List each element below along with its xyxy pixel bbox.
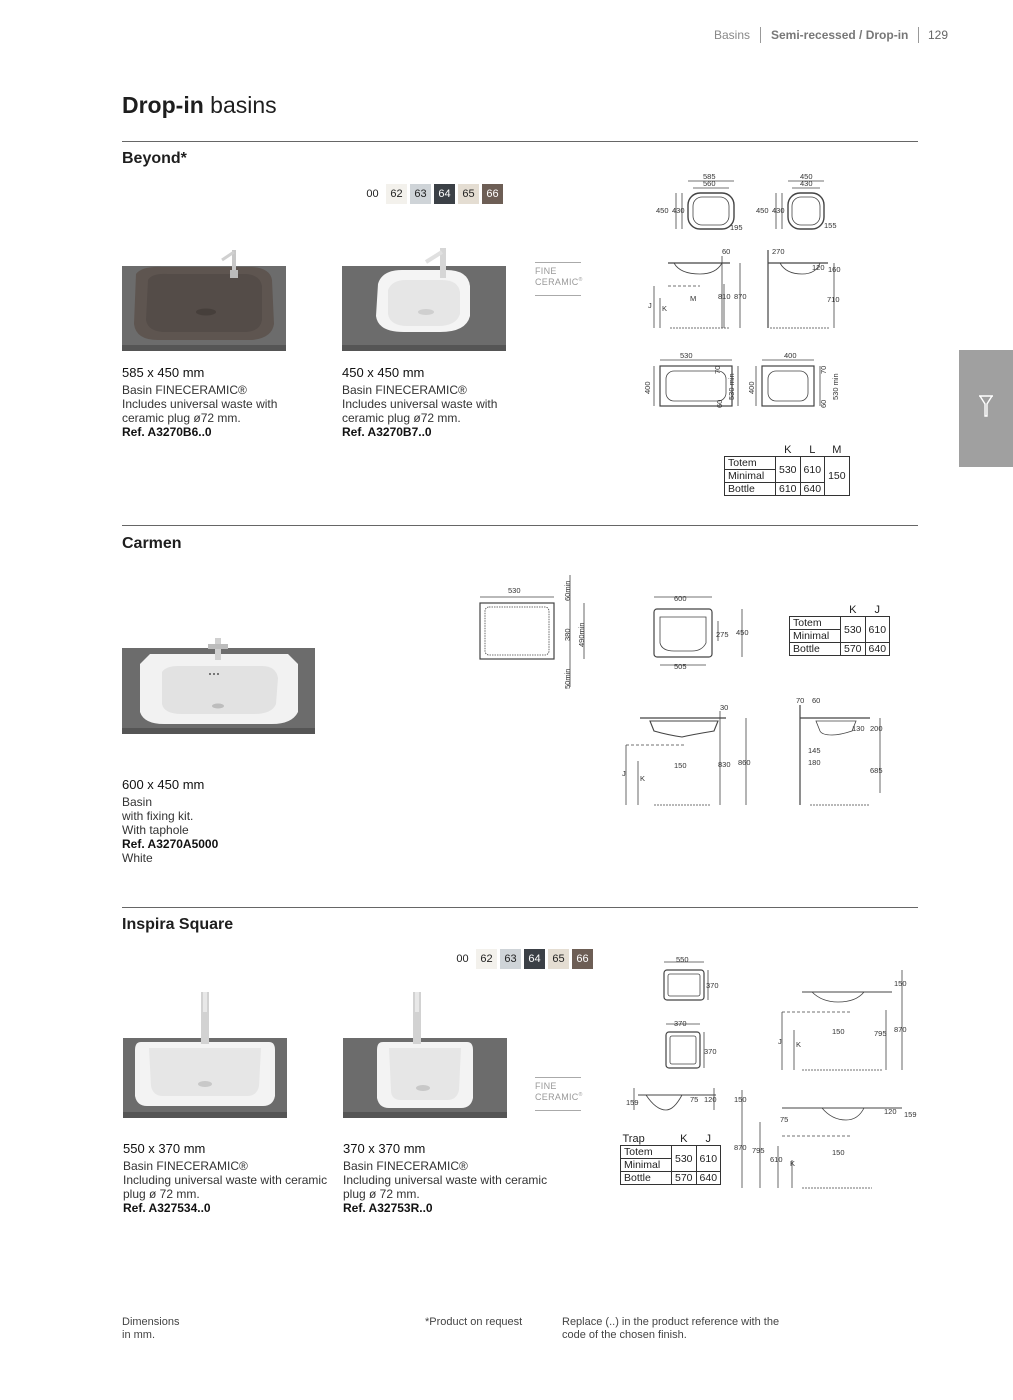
- finish-swatch[interactable]: 00: [452, 949, 473, 969]
- finish-swatch[interactable]: 64: [434, 184, 455, 204]
- breadcrumb-current: Semi-recessed / Drop-in: [771, 28, 909, 42]
- dimension-table-inspira: Trap K J Totem 530 610 Minimal Bottle 570 640: [620, 1133, 721, 1185]
- svg-text:50min: 50min: [563, 668, 572, 689]
- svg-text:70: 70: [819, 365, 828, 374]
- svg-text:450: 450: [736, 628, 749, 637]
- svg-text:710: 710: [827, 295, 840, 304]
- finish-swatch[interactable]: 64: [524, 949, 545, 969]
- svg-text:490min: 490min: [577, 622, 586, 647]
- finish-swatch[interactable]: 66: [482, 184, 503, 204]
- svg-text:530 min: 530 min: [727, 373, 736, 400]
- fine-ceramic-logo: FINE CERAMIC®: [535, 1073, 583, 1115]
- svg-text:370: 370: [704, 1047, 717, 1056]
- svg-text:M: M: [690, 294, 697, 303]
- svg-text:60: 60: [819, 399, 828, 408]
- svg-text:60: 60: [722, 247, 731, 256]
- svg-text:610: 610: [770, 1155, 783, 1164]
- svg-text:685: 685: [870, 766, 883, 775]
- page-number: 129: [928, 28, 949, 42]
- svg-text:K: K: [796, 1040, 802, 1049]
- svg-text:K: K: [640, 774, 646, 783]
- svg-text:J: J: [622, 769, 626, 778]
- svg-text:870: 870: [894, 1025, 907, 1034]
- svg-text:70: 70: [796, 696, 805, 705]
- footer-replace-note: Replace (..) in the product reference with the code of the chosen finish.: [562, 1316, 780, 1341]
- svg-text:60min: 60min: [563, 580, 572, 601]
- svg-text:530 min: 530 min: [831, 373, 840, 400]
- svg-text:180: 180: [808, 758, 821, 767]
- finish-swatch[interactable]: 66: [572, 949, 593, 969]
- svg-text:560: 560: [703, 179, 716, 188]
- section-title-inspira-square: Inspira Square: [122, 916, 234, 933]
- svg-text:795: 795: [874, 1029, 887, 1038]
- svg-text:870: 870: [734, 1143, 747, 1152]
- svg-text:370: 370: [706, 981, 719, 990]
- basin-tap-icon: [959, 350, 1013, 467]
- breadcrumb-basins: Basins: [714, 28, 751, 42]
- product-text-inspira-550: 550 x 370 mm Basin FINECERAMIC® Including universal waste with ceramic plug ø 72 mm. Ref. A327534..0: [123, 1141, 328, 1215]
- svg-text:J: J: [778, 1037, 782, 1046]
- footer-dimensions-note: Dimensions in mm.: [122, 1316, 180, 1341]
- finish-swatch[interactable]: 62: [476, 949, 497, 969]
- svg-text:K: K: [662, 304, 668, 313]
- product-image-inspira-370: [343, 990, 507, 1118]
- product-text-inspira-370: 370 x 370 mm Basin FINECERAMIC® Including universal waste with ceramic plug ø 72 mm. Ref. A32753R..0: [343, 1141, 548, 1215]
- finish-swatch[interactable]: 65: [458, 184, 479, 204]
- svg-text:30: 30: [720, 703, 729, 712]
- dimension-table-carmen: K J Totem 530 610 Minimal Bottle 570 640: [789, 604, 890, 656]
- svg-text:550: 550: [676, 955, 689, 964]
- svg-text:120: 120: [812, 263, 825, 272]
- fine-ceramic-logo: FINE CERAMIC®: [535, 258, 583, 300]
- svg-text:505: 505: [674, 662, 687, 671]
- svg-text:150: 150: [734, 1095, 747, 1104]
- breadcrumb-divider: [918, 27, 919, 43]
- svg-text:810: 810: [718, 292, 731, 301]
- technical-drawing-carmen: [470, 565, 900, 815]
- svg-text:159: 159: [904, 1110, 917, 1119]
- svg-text:75: 75: [780, 1115, 789, 1124]
- svg-text:275: 275: [716, 630, 729, 639]
- product-text-carmen: 600 x 450 mm Basin with fixing kit. With taphole Ref. A3270A5000 White: [122, 777, 219, 865]
- svg-text:150: 150: [894, 979, 907, 988]
- product-image-beyond-450: [342, 240, 506, 351]
- finish-swatch[interactable]: 62: [386, 184, 407, 204]
- product-image-carmen: [122, 632, 315, 734]
- finish-swatch[interactable]: 63: [500, 949, 521, 969]
- finish-swatches: [452, 949, 593, 969]
- svg-text:K: K: [790, 1159, 796, 1168]
- svg-text:75: 75: [690, 1095, 699, 1104]
- svg-text:430: 430: [672, 206, 685, 215]
- svg-text:150: 150: [674, 761, 687, 770]
- svg-text:430: 430: [800, 179, 813, 188]
- svg-text:400: 400: [784, 351, 797, 360]
- svg-text:870: 870: [734, 292, 747, 301]
- svg-text:450: 450: [756, 206, 769, 215]
- svg-text:270: 270: [772, 247, 785, 256]
- svg-text:60: 60: [812, 696, 821, 705]
- section-divider: [122, 141, 918, 142]
- svg-text:370: 370: [674, 1019, 687, 1028]
- svg-text:70: 70: [713, 365, 722, 374]
- finish-swatch[interactable]: 65: [548, 949, 569, 969]
- svg-text:795: 795: [752, 1146, 765, 1155]
- product-text-beyond-585: 585 x 450 mm Basin FINECERAMIC® Includes universal waste with ceramic plug ø72 mm. Ref. A3270B6..0: [122, 365, 278, 439]
- svg-text:160: 160: [828, 265, 841, 274]
- breadcrumb-divider: [760, 27, 761, 43]
- section-divider: [122, 525, 918, 526]
- svg-text:155: 155: [824, 221, 837, 230]
- svg-text:150: 150: [832, 1148, 845, 1157]
- page-title: Drop-in basins: [122, 92, 277, 118]
- svg-text:J: J: [648, 301, 652, 310]
- product-text-beyond-450: 450 x 450 mm Basin FINECERAMIC® Includes universal waste with ceramic plug ø72 mm. Ref. A3270B7..0: [342, 365, 498, 439]
- svg-text:530: 530: [508, 586, 521, 595]
- svg-text:130: 130: [852, 724, 865, 733]
- svg-text:159: 159: [626, 1098, 639, 1107]
- svg-text:830: 830: [718, 760, 731, 769]
- technical-drawing-beyond: [640, 168, 870, 418]
- finish-swatches: [362, 184, 503, 204]
- svg-text:450: 450: [656, 206, 669, 215]
- product-image-beyond-585: [122, 240, 286, 351]
- svg-text:195: 195: [730, 223, 743, 232]
- section-tab[interactable]: [959, 350, 1013, 467]
- svg-text:200: 200: [870, 724, 883, 733]
- svg-text:60: 60: [715, 399, 724, 408]
- svg-text:120: 120: [704, 1095, 717, 1104]
- svg-text:600: 600: [674, 594, 687, 603]
- footer-request-note: *Product on request: [425, 1316, 523, 1328]
- svg-text:860: 860: [738, 758, 751, 767]
- svg-text:400: 400: [747, 381, 756, 394]
- product-image-inspira-550: [123, 990, 287, 1118]
- svg-text:585: 585: [703, 172, 716, 181]
- svg-text:150: 150: [832, 1027, 845, 1036]
- svg-text:450: 450: [800, 172, 813, 181]
- svg-text:430: 430: [772, 206, 785, 215]
- dimension-table-beyond: K L M Totem 530 610 150 Minimal Bottle 610 640: [724, 444, 850, 496]
- svg-text:145: 145: [808, 746, 821, 755]
- section-title-carmen: Carmen: [122, 535, 182, 552]
- svg-text:530: 530: [680, 351, 693, 360]
- section-title-beyond: Beyond*: [122, 150, 187, 167]
- section-divider: [122, 907, 918, 908]
- finish-swatch[interactable]: 63: [410, 184, 431, 204]
- svg-text:120: 120: [884, 1107, 897, 1116]
- finish-swatch[interactable]: 00: [362, 184, 383, 204]
- svg-text:400: 400: [643, 381, 652, 394]
- svg-text:380: 380: [563, 628, 572, 641]
